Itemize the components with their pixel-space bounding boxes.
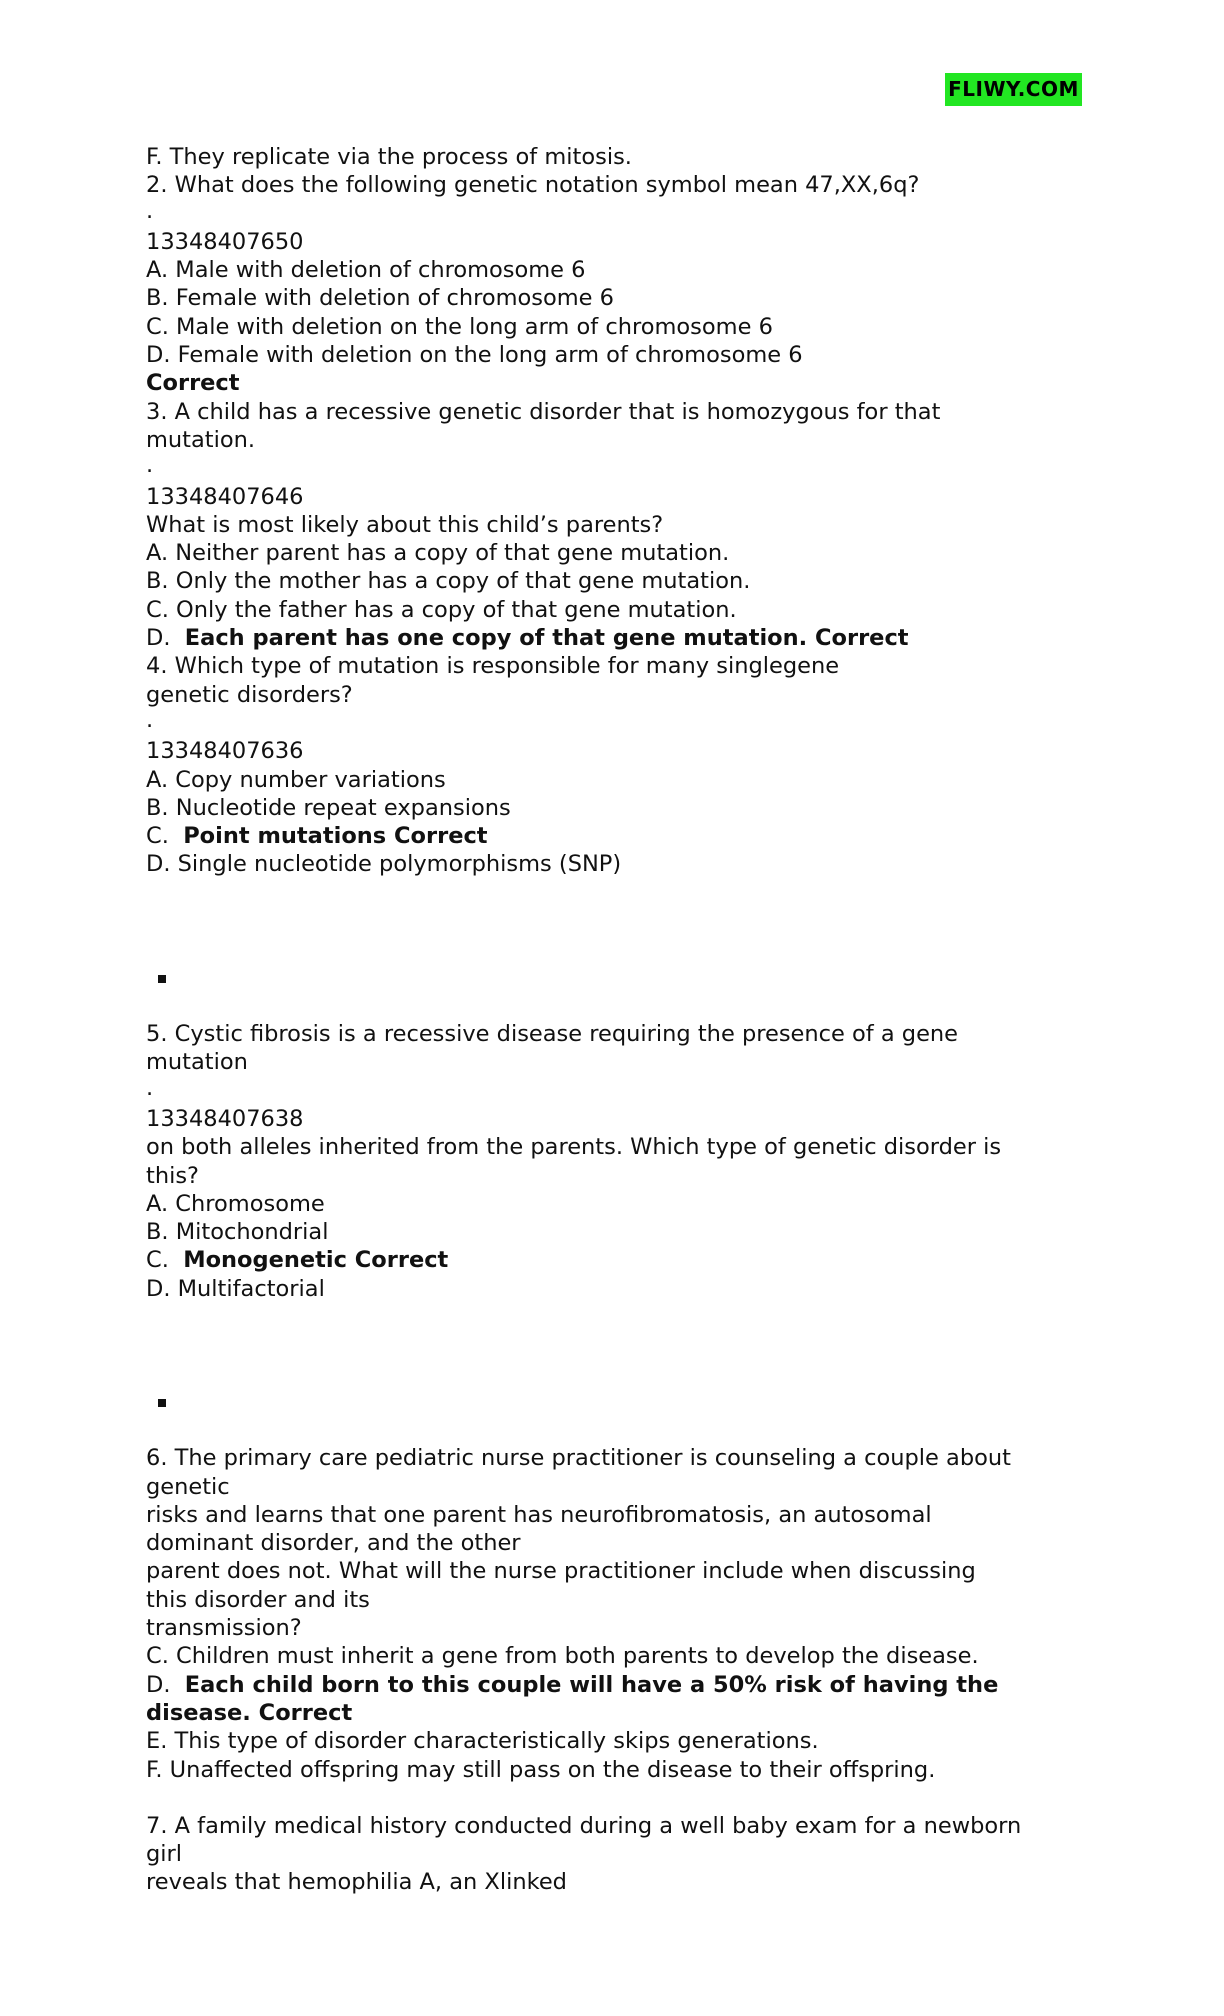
q2-option-d: D. Female with deletion on the long arm of chromosome 6 <box>146 342 803 369</box>
q6-answer-letter: D. <box>146 1671 171 1698</box>
q4-answer-letter: C. <box>146 823 169 850</box>
q4-id: 13348407636 <box>146 738 304 765</box>
q4-dot: . <box>146 706 154 733</box>
q3-stem-line-1: 3. A child has a recessive genetic disorder that is homozygous for that <box>146 398 941 425</box>
q2-dot: . <box>146 197 154 224</box>
q6-stem-line-3: risks and learns that one parent has neurofibromatosis, an autosomal <box>146 1501 932 1528</box>
document-body <box>146 143 1096 1897</box>
q3-option-b: B. Only the mother has a copy of that gene mutation. <box>146 568 751 595</box>
q2-stem: 2. What does the following genetic notation symbol mean 47,XX,6q? <box>146 172 920 199</box>
q5-option-b: B. Mitochondrial <box>146 1219 329 1246</box>
q6-stem-line-6: this disorder and its <box>146 1586 370 1613</box>
q5-id: 13348407638 <box>146 1105 304 1132</box>
q2-option-c: C. Male with deletion on the long arm of chromosome 6 <box>146 313 773 340</box>
q3-question: What is most likely about this child’s parents? <box>146 511 664 538</box>
q5-option-d: D. Multifactorial <box>146 1275 325 1302</box>
q5-option-c <box>146 1246 1096 1274</box>
q3-option-d <box>146 624 1096 652</box>
spacer <box>146 992 1096 1020</box>
q6-answer-text-line-2: disease. Correct <box>146 1699 353 1726</box>
q6-option-c: C. Children must inherit a gene from both parents to develop the disease. <box>146 1643 979 1670</box>
q6-answer-text-line-1: Each child born to this couple will have a 50% risk of having the <box>184 1671 999 1698</box>
q4-stem-line-1: 4. Which type of mutation is responsible for many singlegene <box>146 653 840 680</box>
q2-option-b: B. Female with deletion of chromosome 6 <box>146 285 614 312</box>
q5-stem-line-2: mutation <box>146 1049 248 1076</box>
q6-stem-line-4: dominant disorder, and the other <box>146 1530 521 1557</box>
q5-question-line-1: on both alleles inherited from the parents. Which type of genetic disorder is <box>146 1134 1002 1161</box>
q4-option-d: D. Single nucleotide polymorphisms (SNP) <box>146 851 622 878</box>
q2-result: Correct <box>146 370 240 397</box>
q3-answer-letter: D. <box>146 625 171 652</box>
square-bullet-icon <box>158 1399 166 1407</box>
site-badge: FLIWY.COM <box>945 73 1082 106</box>
q5-dot: . <box>146 1074 154 1101</box>
q3-option-c: C. Only the father has a copy of that gene mutation. <box>146 596 737 623</box>
q3-stem-line-2: mutation. <box>146 426 256 453</box>
q4-stem-line-2: genetic disorders? <box>146 681 353 708</box>
q6-option-d <box>146 1671 1096 1699</box>
q6-stem-line-2: genetic <box>146 1473 230 1500</box>
square-bullet-icon <box>158 975 166 983</box>
q6-option-e: E. This type of disorder characteristically skips generations. <box>146 1728 819 1755</box>
q4-option-b: B. Nucleotide repeat expansions <box>146 794 511 821</box>
q6-option-f: F. Unaffected offspring may still pass on the disease to their offspring. <box>146 1756 936 1783</box>
q5-stem-line-1: 5. Cystic fibrosis is a recessive disease requiring the presence of a gene <box>146 1021 959 1048</box>
q6-stem-line-5: parent does not. What will the nurse practitioner include when discussing <box>146 1558 976 1585</box>
q4-option-a: A. Copy number variations <box>146 766 446 793</box>
q5-option-a: A. Chromosome <box>146 1190 325 1217</box>
bullet-row <box>146 964 1096 992</box>
spacer <box>146 879 1096 964</box>
q6-stem-line-7: transmission? <box>146 1615 302 1642</box>
q7-stem-line-3: reveals that hemophilia A, an Xlinked <box>146 1869 567 1896</box>
q5-question-line-2: this? <box>146 1162 199 1189</box>
q3-dot: . <box>146 452 154 479</box>
q3-id: 13348407646 <box>146 483 304 510</box>
q4-answer-text: Point mutations Correct <box>183 823 488 850</box>
q1-option-f: F. They replicate via the process of mitosis. <box>146 144 632 170</box>
spacer <box>146 1416 1096 1444</box>
q5-answer-text: Monogenetic Correct <box>183 1247 449 1274</box>
bullet-row <box>146 1388 1096 1416</box>
q5-answer-letter: C. <box>146 1247 169 1274</box>
q2-id: 13348407650 <box>146 228 304 255</box>
q2-option-a: A. Male with deletion of chromosome 6 <box>146 257 586 284</box>
q6-stem-line-1: 6. The primary care pediatric nurse practitioner is counseling a couple about <box>146 1445 1011 1472</box>
q3-option-a: A. Neither parent has a copy of that gene mutation. <box>146 540 730 567</box>
spacer <box>146 1784 1096 1812</box>
q4-option-c <box>146 822 1096 850</box>
q7-stem-line-2: girl <box>146 1841 183 1868</box>
q7-stem-line-1: 7. A family medical history conducted during a well baby exam for a newborn <box>146 1812 1022 1839</box>
spacer <box>146 1303 1096 1388</box>
q3-answer-text: Each parent has one copy of that gene mutation. Correct <box>184 625 909 652</box>
